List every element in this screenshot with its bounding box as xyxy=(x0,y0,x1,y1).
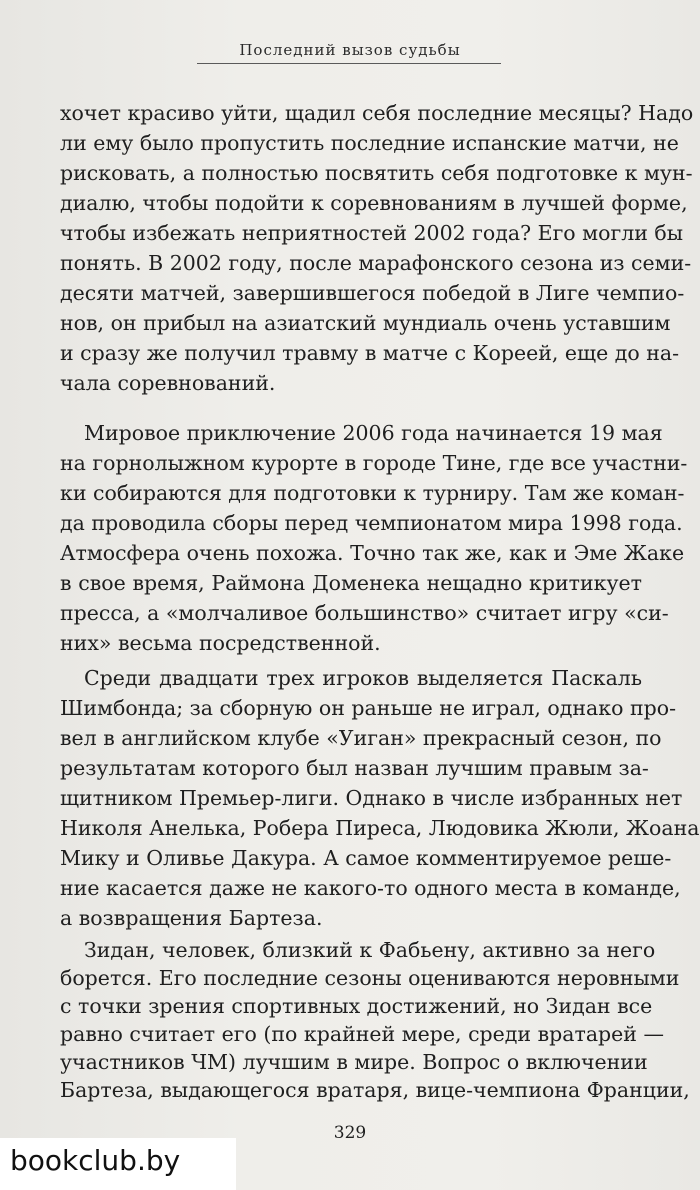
text-line: ние касается даже не какого-то одного места в команде, xyxy=(60,876,681,900)
text-line: результатам которого был назван лучшим правым за- xyxy=(60,756,649,780)
watermark xyxy=(0,1138,236,1190)
text-line: равно считает его (по крайней мере, среди вратарей — xyxy=(60,1022,664,1046)
text-line: них» весьма посредственной. xyxy=(60,631,381,655)
text-line: вел в английском клубе «Уиган» прекрасный сезон, по xyxy=(60,726,662,750)
text-line: участников ЧМ) лучшим в мире. Вопрос о включении xyxy=(60,1050,648,1074)
text-line: с точки зрения спортивных достижений, но Зидан все xyxy=(60,994,653,1018)
text-line: Мировое приключение 2006 года начинается 19 мая xyxy=(84,421,663,445)
running-header xyxy=(0,40,700,59)
text-line: пресса, а «молчаливое большинство» считает игру «си- xyxy=(60,601,669,625)
text-line: ли ему было пропустить последние испанские матчи, не xyxy=(60,131,679,155)
text-line: Среди двадцати трех игроков выделяется Паскаль xyxy=(84,666,642,690)
text-line: десяти матчей, завершившегося победой в Лиге чемпио- xyxy=(60,281,685,305)
text-line: ки собираются для подготовки к турниру. Там же коман- xyxy=(60,481,685,505)
text-line: в свое время, Раймона Доменека нещадно критикует xyxy=(60,571,642,595)
text-line: рисковать, а полностью посвятить себя подготовке к мун- xyxy=(60,161,693,185)
text-line: на горнолыжном курорте в городе Тине, где все участни- xyxy=(60,451,688,475)
text-line: и сразу же получил травму в матче с Кореей, еще до на- xyxy=(60,341,680,365)
text-line: диалю, чтобы подойти к соревнованиям в лучшей форме, xyxy=(60,191,688,215)
text-line: хочет красиво уйти, щадил себя последние месяцы? Надо xyxy=(60,101,694,125)
text-line: чтобы избежать неприятностей 2002 года? Его могли бы xyxy=(60,221,684,245)
text-line: Зидан, человек, близкий к Фабьену, активно за него xyxy=(84,938,656,962)
text-line: Атмосфера очень похожа. Точно так же, как и Эме Жаке xyxy=(60,541,685,565)
text-line: понять. В 2002 году, после марафонского сезона из семи- xyxy=(60,251,692,275)
text-line: Николя Анелька, Робера Пиреса, Людовика Жюли, Жоана xyxy=(60,816,700,840)
text-line: борется. Его последние сезоны оцениваются неровными xyxy=(60,966,680,990)
watermark-text: bookclub.by xyxy=(10,1144,181,1177)
text-line: а возвращения Бартеза. xyxy=(60,906,323,930)
text-line: Шимбонда; за сборную он раньше не играл, однако про- xyxy=(60,696,677,720)
chapter-title: Последний вызов судьбы xyxy=(239,41,461,59)
page-number: 329 xyxy=(333,1123,367,1143)
text-line: Бартеза, выдающегося вратаря, вице-чемпиона Франции, xyxy=(60,1078,690,1102)
text-line: Мику и Оливье Дакура. А самое комментируемое реше- xyxy=(60,846,672,870)
text-line: щитником Премьер-лиги. Однако в числе избранных нет xyxy=(60,786,683,810)
text-line: нов, он прибыл на азиатский мундиаль очень уставшим xyxy=(60,311,671,335)
header-rule xyxy=(197,63,501,64)
text-line: да проводила сборы перед чемпионатом мира 1998 года. xyxy=(60,511,683,535)
text-line: чала соревнований. xyxy=(60,371,276,395)
